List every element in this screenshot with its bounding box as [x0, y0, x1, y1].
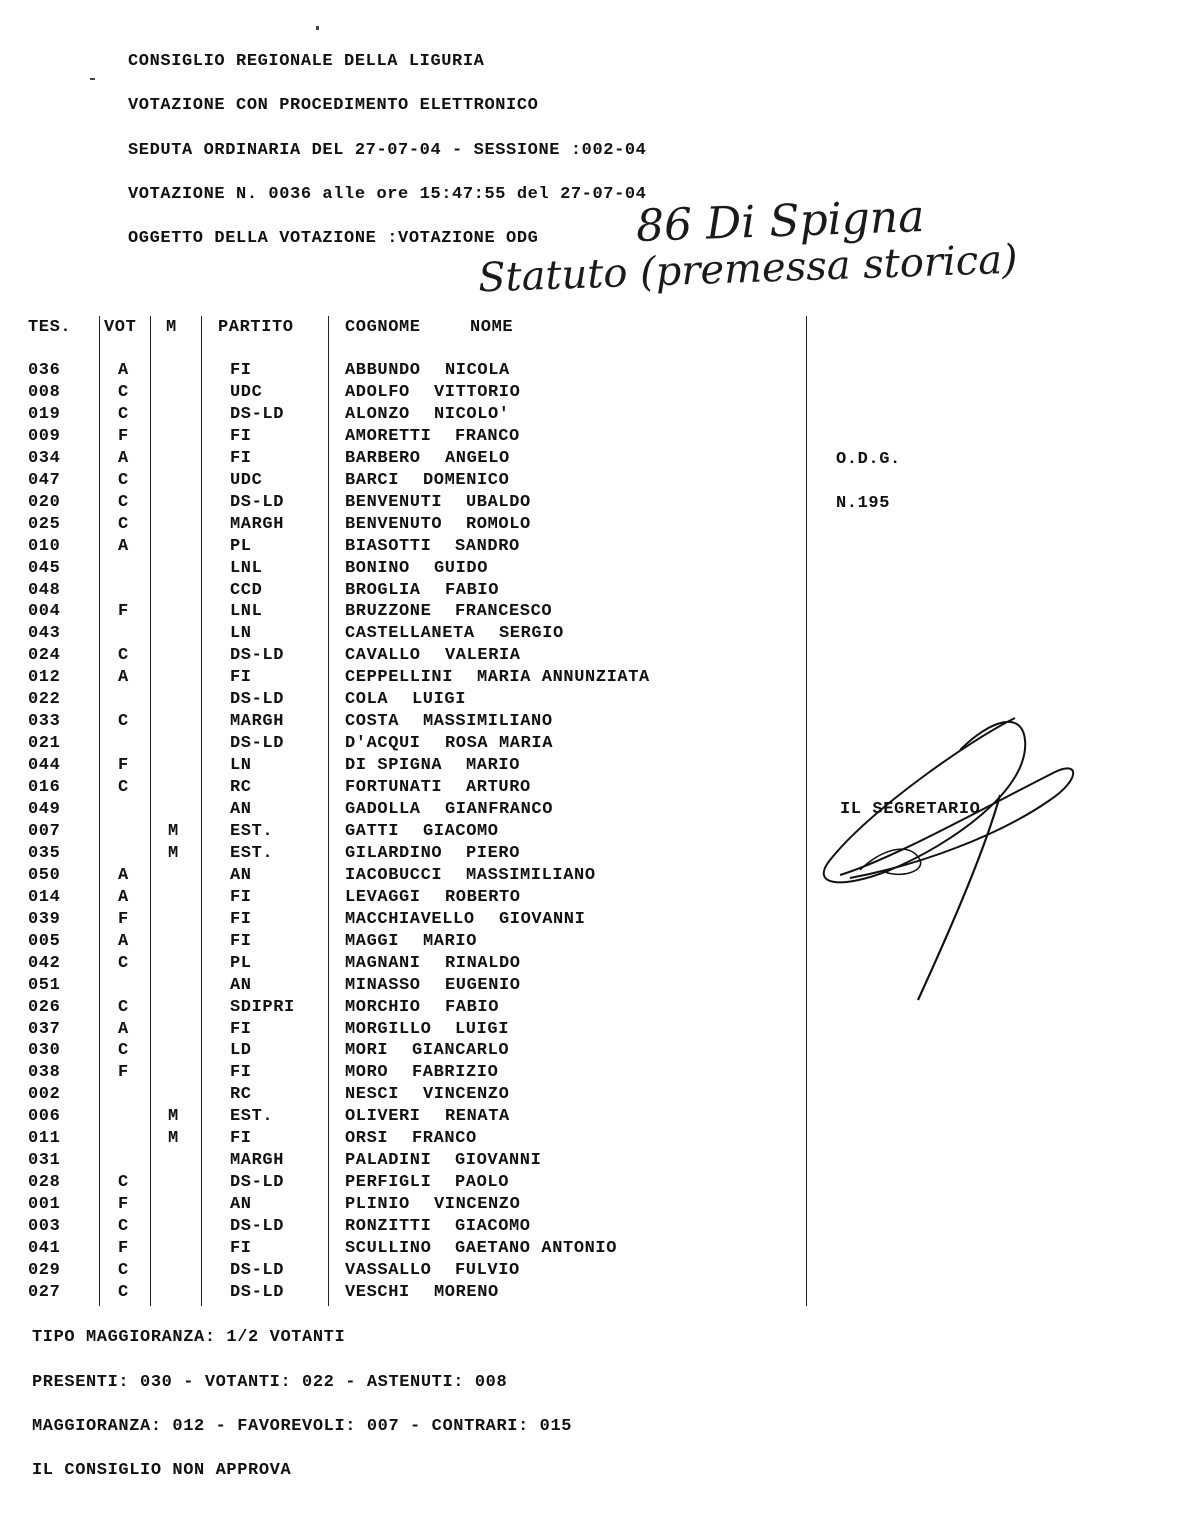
cell-partito: LN	[230, 756, 252, 776]
table-row	[0, 690, 820, 712]
cell-tes: 011	[28, 1129, 61, 1149]
cell-partito: UDC	[230, 382, 263, 402]
cell-cognome: PALADINI	[345, 1151, 432, 1171]
cell-partito: DS-LD	[230, 734, 285, 754]
table-row	[0, 756, 820, 778]
cell-partito: FI	[230, 1129, 252, 1149]
cell-cognome: GATTI	[345, 821, 400, 841]
cell-nome: FULVIO	[455, 1260, 520, 1280]
cell-tes: 014	[28, 887, 61, 907]
cell-tes: 045	[28, 558, 61, 578]
cell-partito: FI	[230, 448, 252, 468]
table-row	[0, 888, 820, 910]
cell-tes: 049	[28, 800, 61, 819]
cell-vot: C	[118, 1041, 129, 1061]
cell-tes: 047	[28, 470, 61, 490]
cell-tes: 002	[28, 1085, 61, 1105]
table-row	[0, 1239, 820, 1261]
cell-m: M	[168, 1129, 179, 1149]
table-row	[0, 1020, 820, 1042]
cell-vot: C	[118, 1217, 129, 1237]
cell-cognome: LEVAGGI	[345, 887, 421, 907]
cell-m: M	[168, 1107, 179, 1127]
cell-tes: 048	[28, 580, 61, 600]
table-row	[0, 1129, 820, 1151]
table-row	[0, 734, 820, 756]
cell-vot: C	[118, 492, 129, 512]
col-header-nome: NOME	[470, 318, 514, 337]
cell-cognome: MORO	[345, 1063, 389, 1083]
cell-nome: FABIO	[445, 997, 500, 1017]
cell-nome: GIACOMO	[455, 1217, 531, 1237]
cell-vot: F	[118, 1195, 129, 1215]
header-subject: OGGETTO DELLA VOTAZIONE :VOTAZIONE ODG	[128, 229, 539, 248]
table-row	[0, 1107, 820, 1129]
cell-nome: GIANCARLO	[412, 1041, 510, 1061]
handwritten-note-line1: 86 Di Spigna	[635, 190, 926, 253]
col-header-m: M	[166, 318, 177, 337]
cell-partito: FI	[230, 1063, 252, 1083]
table-row	[0, 493, 820, 515]
cell-partito: RC	[230, 1085, 252, 1105]
cell-cognome: PERFIGLI	[345, 1173, 432, 1193]
cell-tes: 006	[28, 1107, 61, 1127]
table-row	[0, 602, 820, 624]
cell-nome: GAETANO ANTONIO	[455, 1239, 618, 1258]
header-procedure: VOTAZIONE CON PROCEDIMENTO ELETTRONICO	[128, 96, 539, 115]
cell-cognome: MORGILLO	[345, 1019, 432, 1039]
cell-cognome: VESCHI	[345, 1282, 410, 1302]
cell-partito: FI	[230, 426, 252, 446]
cell-cognome: NESCI	[345, 1085, 400, 1105]
cell-nome: VINCENZO	[434, 1195, 521, 1215]
cell-tes: 008	[28, 382, 61, 402]
table-row	[0, 383, 820, 405]
cell-cognome: BIASOTTI	[345, 536, 432, 556]
cell-partito: DS-LD	[230, 1173, 285, 1193]
cell-nome: NICOLO'	[434, 404, 510, 424]
cell-cognome: BONINO	[345, 558, 410, 578]
cell-partito: LNL	[230, 602, 263, 622]
cell-partito: AN	[230, 1195, 252, 1215]
cell-nome: ANGELO	[445, 448, 510, 468]
cell-tes: 010	[28, 536, 61, 556]
cell-cognome: ADOLFO	[345, 382, 410, 402]
cell-nome: MASSIMILIANO	[423, 712, 553, 732]
cell-nome: VALERIA	[445, 646, 521, 666]
table-row	[0, 778, 820, 800]
cell-cognome: MAGGI	[345, 931, 400, 951]
cell-cognome: BENVENUTO	[345, 514, 443, 534]
table-row	[0, 932, 820, 954]
cell-nome: FABIO	[445, 580, 500, 600]
cell-cognome: BENVENUTI	[345, 492, 443, 512]
cell-m: M	[168, 821, 179, 841]
cell-partito: LD	[230, 1041, 252, 1061]
cell-tes: 041	[28, 1239, 61, 1258]
cell-partito: FI	[230, 1239, 252, 1258]
cell-nome: ROMOLO	[466, 514, 531, 534]
cell-partito: FI	[230, 887, 252, 907]
table-row	[0, 361, 820, 383]
cell-nome: GUIDO	[434, 558, 489, 578]
cell-cognome: CASTELLANETA	[345, 624, 475, 644]
cell-vot: C	[118, 778, 129, 798]
cell-partito: DS-LD	[230, 404, 285, 424]
cell-cognome: COLA	[345, 690, 389, 710]
cell-nome: NICOLA	[445, 361, 510, 380]
cell-partito: LNL	[230, 558, 263, 578]
cell-partito: UDC	[230, 470, 263, 490]
cell-partito: DS-LD	[230, 492, 285, 512]
cell-cognome: AMORETTI	[345, 426, 432, 446]
col-header-cognome: COGNOME	[345, 318, 421, 337]
cell-nome: PIERO	[466, 843, 521, 863]
cell-nome: FRANCESCO	[455, 602, 553, 622]
cell-tes: 044	[28, 756, 61, 776]
cell-vot: A	[118, 865, 129, 885]
vote-counts: PRESENTI: 030 - VOTANTI: 022 - ASTENUTI: 008	[32, 1373, 508, 1392]
cell-partito: FI	[230, 668, 252, 688]
cell-partito: DS-LD	[230, 1217, 285, 1237]
cell-tes: 030	[28, 1041, 61, 1061]
cell-nome: GIANFRANCO	[445, 800, 554, 819]
cell-tes: 031	[28, 1151, 61, 1171]
cell-cognome: BARBERO	[345, 448, 421, 468]
table-row	[0, 405, 820, 427]
cell-nome: SANDRO	[455, 536, 520, 556]
col-header-vot: VOT	[104, 318, 137, 337]
cell-nome: VINCENZO	[423, 1085, 510, 1105]
cell-partito: DS-LD	[230, 1260, 285, 1280]
cell-nome: ROBERTO	[445, 887, 521, 907]
cell-nome: PAOLO	[455, 1173, 510, 1193]
cell-nome: MORENO	[434, 1282, 499, 1302]
table-row	[0, 515, 820, 537]
cell-partito: SDIPRI	[230, 997, 295, 1017]
cell-cognome: SCULLINO	[345, 1239, 432, 1258]
cell-partito: MARGH	[230, 1151, 285, 1171]
header-session: SEDUTA ORDINARIA DEL 27-07-04 - SESSIONE :002-04	[128, 141, 647, 160]
scan-speck	[316, 26, 319, 30]
cell-tes: 042	[28, 953, 61, 973]
cell-nome: MARIO	[466, 756, 521, 776]
cell-partito: DS-LD	[230, 646, 285, 666]
cell-nome: SERGIO	[499, 624, 564, 644]
cell-nome: MARIA ANNUNZIATA	[477, 668, 650, 688]
cell-tes: 043	[28, 624, 61, 644]
cell-vot: C	[118, 997, 129, 1017]
cell-vot: F	[118, 426, 129, 446]
table-row	[0, 1195, 820, 1217]
cell-cognome: VASSALLO	[345, 1260, 432, 1280]
cell-cognome: GADOLLA	[345, 800, 421, 819]
cell-partito: FI	[230, 909, 252, 929]
cell-vot: A	[118, 668, 129, 688]
cell-vot: A	[118, 448, 129, 468]
cell-partito: PL	[230, 536, 252, 556]
cell-m: M	[168, 843, 179, 863]
cell-tes: 012	[28, 668, 61, 688]
cell-cognome: BROGLIA	[345, 580, 421, 600]
majority-type: TIPO MAGGIORANZA: 1/2 VOTANTI	[32, 1328, 346, 1347]
table-row	[0, 559, 820, 581]
cell-cognome: D'ACQUI	[345, 734, 421, 754]
handwritten-note-line2: Statuto (premessa storica)	[477, 236, 1019, 302]
cell-partito: LN	[230, 624, 252, 644]
cell-cognome: ABBUNDO	[345, 361, 421, 380]
cell-vot: C	[118, 1173, 129, 1193]
cell-tes: 016	[28, 778, 61, 798]
cell-nome: FABRIZIO	[412, 1063, 499, 1083]
cell-nome: FRANCO	[455, 426, 520, 446]
cell-tes: 019	[28, 404, 61, 424]
cell-tes: 007	[28, 821, 61, 841]
table-row	[0, 976, 820, 998]
cell-tes: 028	[28, 1173, 61, 1193]
cell-nome: VITTORIO	[434, 382, 521, 402]
cell-tes: 009	[28, 426, 61, 446]
cell-cognome: MORCHIO	[345, 997, 421, 1017]
cell-nome: EUGENIO	[445, 975, 521, 995]
cell-vot: F	[118, 909, 129, 929]
cell-cognome: MORI	[345, 1041, 389, 1061]
table-row	[0, 1217, 820, 1239]
cell-vot: F	[118, 602, 129, 622]
cell-tes: 038	[28, 1063, 61, 1083]
cell-nome: MARIO	[423, 931, 478, 951]
table-row	[0, 668, 820, 690]
table-row	[0, 1041, 820, 1063]
cell-nome: GIACOMO	[423, 821, 499, 841]
cell-tes: 035	[28, 843, 61, 863]
cell-cognome: CAVALLO	[345, 646, 421, 666]
cell-cognome: CEPPELLINI	[345, 668, 454, 688]
cell-tes: 026	[28, 997, 61, 1017]
cell-cognome: IACOBUCCI	[345, 865, 443, 885]
cell-vot: A	[118, 1019, 129, 1039]
cell-cognome: GILARDINO	[345, 843, 443, 863]
cell-partito: FI	[230, 1019, 252, 1039]
cell-partito: DS-LD	[230, 1282, 285, 1302]
cell-nome: UBALDO	[466, 492, 531, 512]
cell-partito: EST.	[230, 843, 274, 863]
cell-vot: A	[118, 536, 129, 556]
odg-label: O.D.G.	[836, 450, 901, 469]
cell-partito: AN	[230, 865, 252, 885]
table-row	[0, 800, 820, 822]
cell-partito: MARGH	[230, 514, 285, 534]
cell-tes: 025	[28, 514, 61, 534]
cell-vot: C	[118, 1260, 129, 1280]
result-statement: IL CONSIGLIO NON APPROVA	[32, 1461, 292, 1480]
cell-vot: C	[118, 382, 129, 402]
cell-tes: 029	[28, 1260, 61, 1280]
cell-nome: ARTURO	[466, 778, 531, 798]
cell-cognome: OLIVERI	[345, 1107, 421, 1127]
cell-tes: 039	[28, 909, 61, 929]
majority-summary: MAGGIORANZA: 012 - FAVOREVOLI: 007 - CONTRARI: 015	[32, 1417, 573, 1436]
cell-vot: F	[118, 1239, 129, 1258]
cell-tes: 022	[28, 690, 61, 710]
table-row	[0, 1173, 820, 1195]
cell-tes: 005	[28, 931, 61, 951]
table-row	[0, 581, 820, 603]
table-row	[0, 537, 820, 559]
table-row	[0, 712, 820, 734]
scan-speck	[90, 78, 95, 80]
col-header-tes: TES.	[28, 318, 72, 337]
cell-nome: GIOVANNI	[499, 909, 586, 929]
table-row	[0, 1063, 820, 1085]
cell-nome: DOMENICO	[423, 470, 510, 490]
odg-number: N.195	[836, 494, 891, 513]
cell-nome: FRANCO	[412, 1129, 477, 1149]
table-row	[0, 1085, 820, 1107]
table-row	[0, 866, 820, 888]
table-row	[0, 998, 820, 1020]
cell-vot: A	[118, 887, 129, 907]
cell-cognome: MINASSO	[345, 975, 421, 995]
cell-partito: AN	[230, 975, 252, 995]
cell-vot: F	[118, 756, 129, 776]
cell-tes: 036	[28, 361, 61, 380]
cell-partito: EST.	[230, 1107, 274, 1127]
table-row	[0, 624, 820, 646]
cell-cognome: FORTUNATI	[345, 778, 443, 798]
cell-nome: LUIGI	[455, 1019, 510, 1039]
cell-cognome: BRUZZONE	[345, 602, 432, 622]
cell-partito: EST.	[230, 821, 274, 841]
cell-nome: LUIGI	[412, 690, 467, 710]
header-title: CONSIGLIO REGIONALE DELLA LIGURIA	[128, 52, 485, 71]
table-row	[0, 427, 820, 449]
cell-nome: ROSA MARIA	[445, 734, 554, 754]
table-row	[0, 1283, 820, 1305]
cell-vot: A	[118, 361, 129, 380]
cell-vot: C	[118, 646, 129, 666]
col-header-partito: PARTITO	[218, 318, 294, 337]
cell-tes: 037	[28, 1019, 61, 1039]
cell-cognome: ALONZO	[345, 404, 410, 424]
cell-partito: FI	[230, 361, 252, 380]
cell-tes: 024	[28, 646, 61, 666]
cell-cognome: COSTA	[345, 712, 400, 732]
cell-partito: AN	[230, 800, 252, 819]
cell-vot: C	[118, 1282, 129, 1302]
cell-tes: 021	[28, 734, 61, 754]
cell-tes: 034	[28, 448, 61, 468]
cell-cognome: MAGNANI	[345, 953, 421, 973]
header-vote-number: VOTAZIONE N. 0036 alle ore 15:47:55 del 27-07-04	[128, 185, 647, 204]
cell-vot: C	[118, 470, 129, 490]
secretary-label: IL SEGRETARIO	[840, 800, 981, 819]
table-row	[0, 1261, 820, 1283]
table-row	[0, 844, 820, 866]
cell-partito: RC	[230, 778, 252, 798]
cell-nome: RENATA	[445, 1107, 510, 1127]
cell-cognome: DI SPIGNA	[345, 756, 443, 776]
table-row	[0, 910, 820, 932]
cell-tes: 020	[28, 492, 61, 512]
table-row	[0, 822, 820, 844]
cell-vot: C	[118, 712, 129, 732]
cell-cognome: PLINIO	[345, 1195, 410, 1215]
cell-tes: 004	[28, 602, 61, 622]
cell-vot: F	[118, 1063, 129, 1083]
table-row	[0, 471, 820, 493]
cell-cognome: ORSI	[345, 1129, 389, 1149]
cell-cognome: RONZITTI	[345, 1217, 432, 1237]
secretary-signature	[800, 700, 1100, 1020]
cell-partito: FI	[230, 931, 252, 951]
cell-tes: 033	[28, 712, 61, 732]
cell-nome: MASSIMILIANO	[466, 865, 596, 885]
cell-partito: MARGH	[230, 712, 285, 732]
cell-tes: 051	[28, 975, 61, 995]
cell-tes: 050	[28, 865, 61, 885]
table-row	[0, 1151, 820, 1173]
cell-cognome: BARCI	[345, 470, 400, 490]
cell-vot: C	[118, 404, 129, 424]
table-row	[0, 954, 820, 976]
cell-partito: CCD	[230, 580, 263, 600]
cell-partito: PL	[230, 953, 252, 973]
cell-vot: C	[118, 953, 129, 973]
cell-nome: RINALDO	[445, 953, 521, 973]
cell-tes: 003	[28, 1217, 61, 1237]
table-row	[0, 646, 820, 668]
cell-cognome: MACCHIAVELLO	[345, 909, 475, 929]
table-row	[0, 449, 820, 471]
cell-vot: A	[118, 931, 129, 951]
cell-partito: DS-LD	[230, 690, 285, 710]
cell-nome: GIOVANNI	[455, 1151, 542, 1171]
cell-vot: C	[118, 514, 129, 534]
cell-tes: 001	[28, 1195, 61, 1215]
cell-tes: 027	[28, 1282, 61, 1302]
